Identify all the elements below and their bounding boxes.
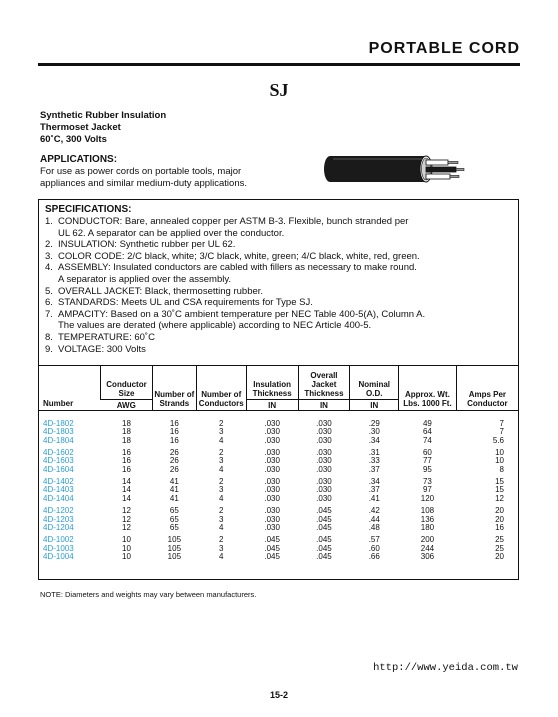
cell-jacket: .045 [316, 523, 332, 533]
cell-insulation: .030 [264, 494, 280, 504]
table-row [39, 553, 518, 562]
cell-weight: 64 [422, 427, 432, 437]
cell-weight: 77 [422, 456, 432, 466]
cell-od: .66 [368, 552, 380, 562]
cell-conductors: 4 [219, 494, 224, 504]
cell-number: 4D-1003 [43, 543, 74, 553]
cell-number: 4D-1602 [43, 447, 74, 457]
cell-jacket: .030 [316, 494, 332, 504]
table-row [39, 533, 518, 545]
cell-weight: 60 [422, 447, 432, 457]
cell-insulation: .030 [264, 418, 280, 428]
spec-item: 1. CONDUCTOR: Bare, annealed copper per ASTM B-3. Flexible, bunch stranded per [45, 216, 409, 227]
cell-amps: 10 [495, 447, 504, 457]
cell-insulation: .030 [264, 505, 280, 515]
cell-strands: 65 [169, 505, 179, 515]
header-jacket: Overall Jacket Thickness [298, 366, 350, 399]
cell-strands: 16 [169, 427, 179, 437]
cell-od: .37 [368, 485, 380, 495]
cell-awg: 10 [122, 534, 131, 544]
spec-item: UL 62. A separator can be applied over the conductor. [58, 227, 285, 239]
applications-text [40, 166, 300, 190]
cell-awg: 12 [122, 523, 131, 533]
spec-item: 7. AMPACITY: Based on a 30˚C ambient temperature per NEC Table 400-5(A), Column A. [45, 308, 426, 320]
cell-amps: 25 [495, 534, 504, 544]
cell-strands: 16 [169, 435, 179, 445]
cell-awg: 14 [122, 494, 131, 504]
cell-strands: 26 [169, 456, 179, 466]
cell-strands: 105 [167, 543, 182, 553]
cell-jacket: .030 [316, 485, 332, 495]
table-row [39, 495, 518, 504]
cell-awg: 10 [122, 543, 131, 553]
section-title: PORTABLE CORD [368, 40, 520, 57]
cell-awg: 16 [122, 465, 131, 475]
page-number: 15-2 [269, 690, 288, 700]
cell-amps: 10 [495, 456, 504, 466]
header-number: Number [39, 366, 101, 410]
header-in-od: IN [350, 399, 399, 410]
cell-number: 4D-1604 [43, 465, 74, 475]
table-row [39, 437, 518, 446]
cell-od: .34 [368, 435, 380, 445]
product-line-3: 60˚C, 300 Volts [40, 134, 107, 145]
cell-amps: 20 [495, 505, 504, 515]
spec-item: 4. ASSEMBLY: Insulated conductors are cabled with fillers as necessary to make round. [45, 262, 417, 274]
header-conductors: Number of Conductors [196, 366, 246, 410]
cell-jacket: .030 [316, 447, 332, 457]
cell-od: .44 [368, 514, 380, 524]
cell-insulation: .030 [264, 485, 280, 495]
header-weight: Approx. Wt. Lbs. 1000 Ft. [399, 366, 457, 410]
cell-insulation: .030 [264, 465, 280, 475]
header-insulation: Insulation Thickness [246, 366, 298, 399]
cell-number: 4D-1403 [43, 485, 74, 495]
header-conductor-size: Conductor Size [101, 366, 153, 399]
product-description [40, 110, 166, 146]
cell-jacket: .045 [316, 552, 332, 562]
cell-od: .34 [368, 476, 380, 486]
cell-od: .33 [368, 456, 380, 466]
specifications-box [38, 199, 519, 366]
cell-awg: 16 [122, 447, 131, 457]
cell-weight: 95 [422, 465, 432, 475]
cell-weight: 108 [420, 505, 435, 515]
cell-jacket: .030 [316, 435, 332, 445]
spec-item: The values are derated (where applicable) according to NEC Article 400-5. [58, 320, 372, 332]
cell-insulation: .030 [264, 435, 280, 445]
cell-conductors: 2 [219, 447, 224, 457]
cell-strands: 26 [169, 465, 179, 475]
header-rule [38, 63, 520, 66]
cell-strands: 16 [169, 418, 179, 428]
cell-od: .48 [368, 523, 380, 533]
cable-data-table [38, 366, 519, 580]
cell-amps: 8 [499, 465, 504, 475]
cell-conductors: 3 [219, 427, 224, 437]
table-row [39, 466, 518, 475]
cell-jacket: .045 [316, 514, 332, 524]
cell-insulation: .045 [264, 534, 280, 544]
cell-jacket: .045 [316, 534, 332, 544]
cell-insulation: .030 [264, 514, 280, 524]
cell-conductors: 4 [219, 465, 224, 475]
cell-conductors: 3 [219, 514, 224, 524]
cell-jacket: .030 [316, 476, 332, 486]
spec-item: 3. COLOR CODE: 2/C black, white; 3/C black, white, green; 4/C black, white, red, green. [45, 250, 420, 262]
cell-number: 4D-1204 [43, 523, 74, 533]
footnote: NOTE: Diameters and weights may vary between manufacturers. [40, 590, 257, 599]
spec-item: 5. OVERALL JACKET: Black, thermosetting rubber. [45, 285, 264, 297]
document-title: SJ [269, 80, 289, 100]
applications-line-2: appliances and similar medium-duty applications. [40, 178, 247, 189]
cell-awg: 18 [122, 427, 131, 437]
cell-weight: 136 [420, 514, 435, 524]
cell-strands: 41 [169, 485, 179, 495]
cell-od: .31 [368, 447, 380, 457]
cell-insulation: .045 [264, 543, 280, 553]
cell-amps: 20 [495, 552, 504, 562]
cell-conductors: 3 [219, 456, 224, 466]
cell-number: 4D-1404 [43, 494, 74, 504]
cell-number: 4D-1402 [43, 476, 74, 486]
cell-strands: 41 [169, 494, 179, 504]
cell-conductors: 3 [219, 543, 224, 553]
cell-awg: 16 [122, 456, 131, 466]
cell-strands: 105 [167, 534, 182, 544]
cell-strands: 105 [167, 552, 182, 562]
cell-od: .29 [368, 418, 380, 428]
applications-line-1: For use as power cords on portable tools, major [40, 166, 242, 177]
cell-od: .41 [368, 494, 380, 504]
cell-amps: 5.6 [492, 435, 504, 445]
cell-weight: 49 [422, 418, 432, 428]
cell-conductors: 4 [219, 552, 224, 562]
cell-awg: 12 [122, 514, 131, 524]
cell-number: 4D-1202 [43, 505, 74, 515]
cell-weight: 73 [422, 476, 432, 486]
cell-strands: 41 [169, 476, 179, 486]
header-in-insulation: IN [246, 399, 298, 410]
header-awg: AWG [101, 399, 153, 410]
cell-awg: 10 [122, 552, 131, 562]
cell-insulation: .030 [264, 476, 280, 486]
cell-number: 4D-1802 [43, 418, 74, 428]
data-table [39, 366, 518, 562]
cell-amps: 7 [499, 418, 504, 428]
cell-conductors: 2 [219, 505, 224, 515]
cell-conductors: 2 [219, 418, 224, 428]
table-body [39, 410, 518, 562]
cell-strands: 26 [169, 447, 179, 457]
cell-awg: 14 [122, 485, 131, 495]
cell-od: .60 [368, 543, 380, 553]
cell-amps: 15 [495, 476, 504, 486]
cell-amps: 15 [495, 485, 504, 495]
cell-conductors: 4 [219, 523, 224, 533]
cell-number: 4D-1004 [43, 552, 74, 562]
website-url[interactable]: http://www.yeida.com.tw [373, 662, 518, 674]
header-strands: Number of Strands [152, 366, 196, 410]
table-row [39, 524, 518, 533]
header-in-jacket: IN [298, 399, 350, 410]
cell-amps: 16 [495, 523, 504, 533]
table-row [39, 504, 518, 516]
cell-weight: 97 [422, 485, 432, 495]
cell-strands: 65 [169, 523, 179, 533]
specifications-list [45, 216, 515, 355]
spec-item: 2. INSULATION: Synthetic rubber per UL 62. [45, 239, 236, 251]
cell-weight: 180 [420, 523, 435, 533]
header-od: Nominal O.D. [350, 366, 399, 399]
cell-number: 4D-1002 [43, 534, 74, 544]
cell-insulation: .030 [264, 456, 280, 466]
cell-jacket: .030 [316, 456, 332, 466]
cell-od: .37 [368, 465, 380, 475]
spec-item: A separator is applied over the assembly. [58, 273, 232, 285]
cable-cross-section-icon [318, 148, 468, 190]
cell-conductors: 4 [219, 435, 224, 445]
cell-od: .42 [368, 505, 380, 515]
cell-insulation: .045 [264, 552, 280, 562]
cell-conductors: 2 [219, 534, 224, 544]
cell-conductors: 2 [219, 476, 224, 486]
cell-jacket: .030 [316, 465, 332, 475]
cell-amps: 7 [499, 427, 504, 437]
spec-item: 9. VOLTAGE: 300 Volts [45, 343, 146, 355]
cell-insulation: .030 [264, 447, 280, 457]
cell-amps: 20 [495, 514, 504, 524]
cell-weight: 306 [420, 552, 435, 562]
cell-weight: 244 [420, 543, 435, 553]
cell-awg: 12 [122, 505, 131, 515]
cell-amps: 12 [495, 494, 504, 504]
product-line-2: Thermoset Jacket [40, 122, 121, 133]
cell-jacket: .045 [316, 543, 332, 553]
cell-od: .30 [368, 427, 380, 437]
cell-number: 4D-1203 [43, 514, 74, 524]
cell-insulation: .030 [264, 523, 280, 533]
cell-awg: 14 [122, 476, 131, 486]
product-line-1: Synthetic Rubber Insulation [40, 110, 167, 121]
cell-number: 4D-1804 [43, 435, 74, 445]
cell-jacket: .030 [316, 418, 332, 428]
specifications-heading: SPECIFICATIONS: [45, 204, 132, 215]
cell-jacket: .045 [316, 505, 332, 515]
applications-heading: APPLICATIONS: [40, 154, 118, 165]
cell-number: 4D-1803 [43, 427, 74, 437]
cell-weight: 200 [420, 534, 435, 544]
cell-od: .57 [368, 534, 380, 544]
cell-jacket: .030 [316, 427, 332, 437]
table-row [39, 410, 518, 428]
cell-insulation: .030 [264, 427, 280, 437]
cell-number: 4D-1603 [43, 456, 74, 466]
cell-amps: 25 [495, 543, 504, 553]
header-amps: Amps Per Conductor [456, 366, 518, 410]
cell-strands: 65 [169, 514, 179, 524]
cell-conductors: 3 [219, 485, 224, 495]
spec-item: 6. STANDARDS: Meets UL and CSA requirements for Type SJ. [45, 297, 313, 309]
cell-weight: 120 [420, 494, 435, 504]
cell-weight: 74 [422, 435, 432, 445]
cell-awg: 18 [122, 435, 131, 445]
cell-awg: 18 [122, 418, 131, 428]
spec-item: 8. TEMPERATURE: 60˚C [45, 331, 155, 343]
